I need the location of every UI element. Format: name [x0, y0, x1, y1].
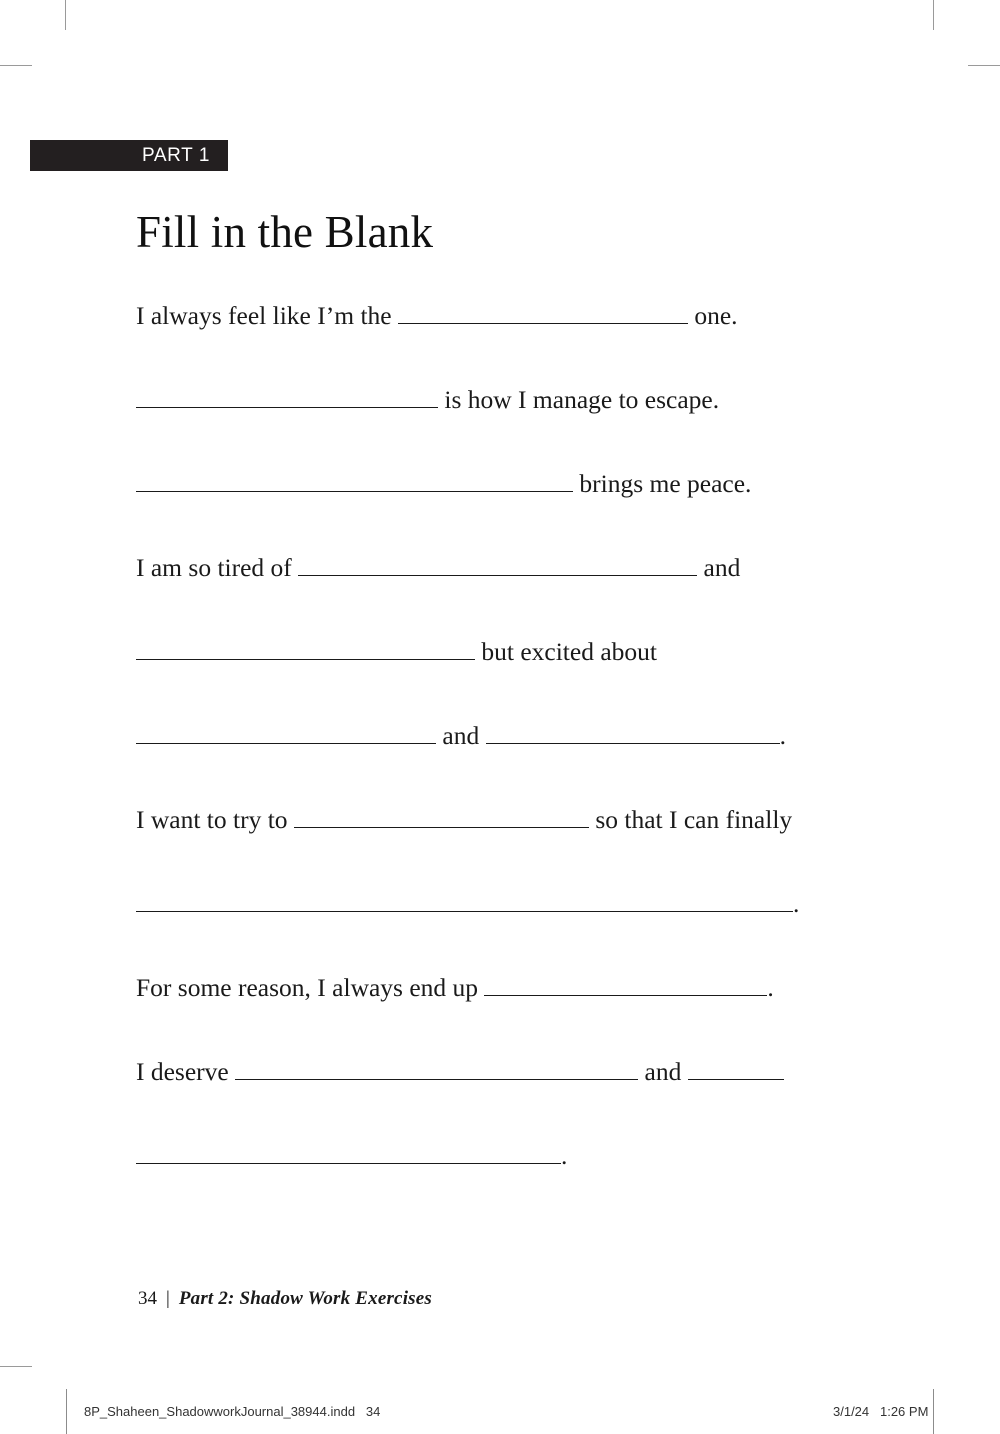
- prompt-how-i-escape: [136, 384, 836, 468]
- prompt-text: I deserve: [136, 1057, 236, 1087]
- prompt-line: [136, 972, 836, 1056]
- prompt-line: [136, 384, 836, 468]
- slug-timestamp: 3/1/24 1:26 PM: [833, 1404, 929, 1419]
- fill-in-the-blank-prompt-list: [136, 300, 836, 1224]
- prompt-text: and: [697, 553, 741, 583]
- prompt-line: [136, 468, 836, 552]
- fill-in-blank-field[interactable]: [136, 636, 475, 660]
- prompt-text: .: [767, 973, 774, 1003]
- prompt-line: [136, 300, 836, 384]
- fill-in-blank-field[interactable]: [484, 972, 767, 996]
- prompt-for-some-reason: [136, 972, 836, 1056]
- slug-rule-right: [933, 1389, 934, 1434]
- prompt-text: .: [561, 1141, 568, 1171]
- prompt-line: [136, 1056, 836, 1140]
- prompt-line: [136, 804, 836, 888]
- prompt-want-to-try-to: [136, 804, 836, 972]
- fill-in-blank-field[interactable]: [398, 300, 688, 324]
- fill-in-blank-field[interactable]: [688, 1056, 784, 1080]
- prompt-always-feel-like: [136, 300, 836, 384]
- footer-separator: |: [166, 1288, 170, 1309]
- footer-page-number: 34: [138, 1288, 157, 1309]
- part-tag-label: PART 1: [141, 145, 210, 166]
- fill-in-blank-field[interactable]: [136, 384, 438, 408]
- prompt-text: and: [436, 721, 486, 751]
- prompt-text: For some reason, I always end up: [136, 973, 485, 1003]
- prompt-line: [136, 636, 836, 720]
- slug-rule-left: [66, 1389, 67, 1434]
- page-title: Fill in the Blank: [136, 207, 434, 257]
- prompt-text: I want to try to: [136, 805, 294, 835]
- prompt-text: .: [779, 721, 786, 751]
- slug-filename: 8P_Shaheen_ShadowworkJournal_38944.indd 34: [84, 1404, 381, 1419]
- prompt-tired-of-excited-about: [136, 552, 836, 804]
- part-tag: [30, 140, 228, 171]
- prompt-text: .: [793, 889, 800, 919]
- fill-in-blank-field[interactable]: [235, 1056, 638, 1080]
- fill-in-blank-field[interactable]: [486, 720, 780, 744]
- prompt-line: [136, 888, 836, 972]
- prompt-text: I am so tired of: [136, 553, 299, 583]
- prompt-line: [136, 1140, 836, 1224]
- fill-in-blank-field[interactable]: [136, 720, 436, 744]
- fill-in-blank-field[interactable]: [298, 552, 697, 576]
- prompt-i-deserve: [136, 1056, 836, 1224]
- prompt-text: but excited about: [475, 637, 657, 667]
- prompt-text: one.: [687, 301, 738, 331]
- prompt-text: so that I can finally: [588, 805, 793, 835]
- prompt-text: and: [638, 1057, 688, 1087]
- fill-in-blank-field[interactable]: [294, 804, 589, 828]
- fill-in-blank-field[interactable]: [136, 468, 573, 492]
- fill-in-blank-field[interactable]: [136, 888, 793, 912]
- prompt-text: I always feel like I’m the: [136, 301, 398, 331]
- prompt-text: is how I manage to escape.: [438, 385, 720, 415]
- prompt-line: [136, 720, 836, 804]
- footer-running-head: Part 2: Shadow Work Exercises: [178, 1288, 432, 1309]
- page-footer: [138, 1288, 432, 1310]
- prompt-brings-me-peace: [136, 468, 836, 552]
- prompt-line: [136, 552, 836, 636]
- fill-in-blank-field[interactable]: [136, 1140, 561, 1164]
- prompt-text: brings me peace.: [573, 469, 752, 499]
